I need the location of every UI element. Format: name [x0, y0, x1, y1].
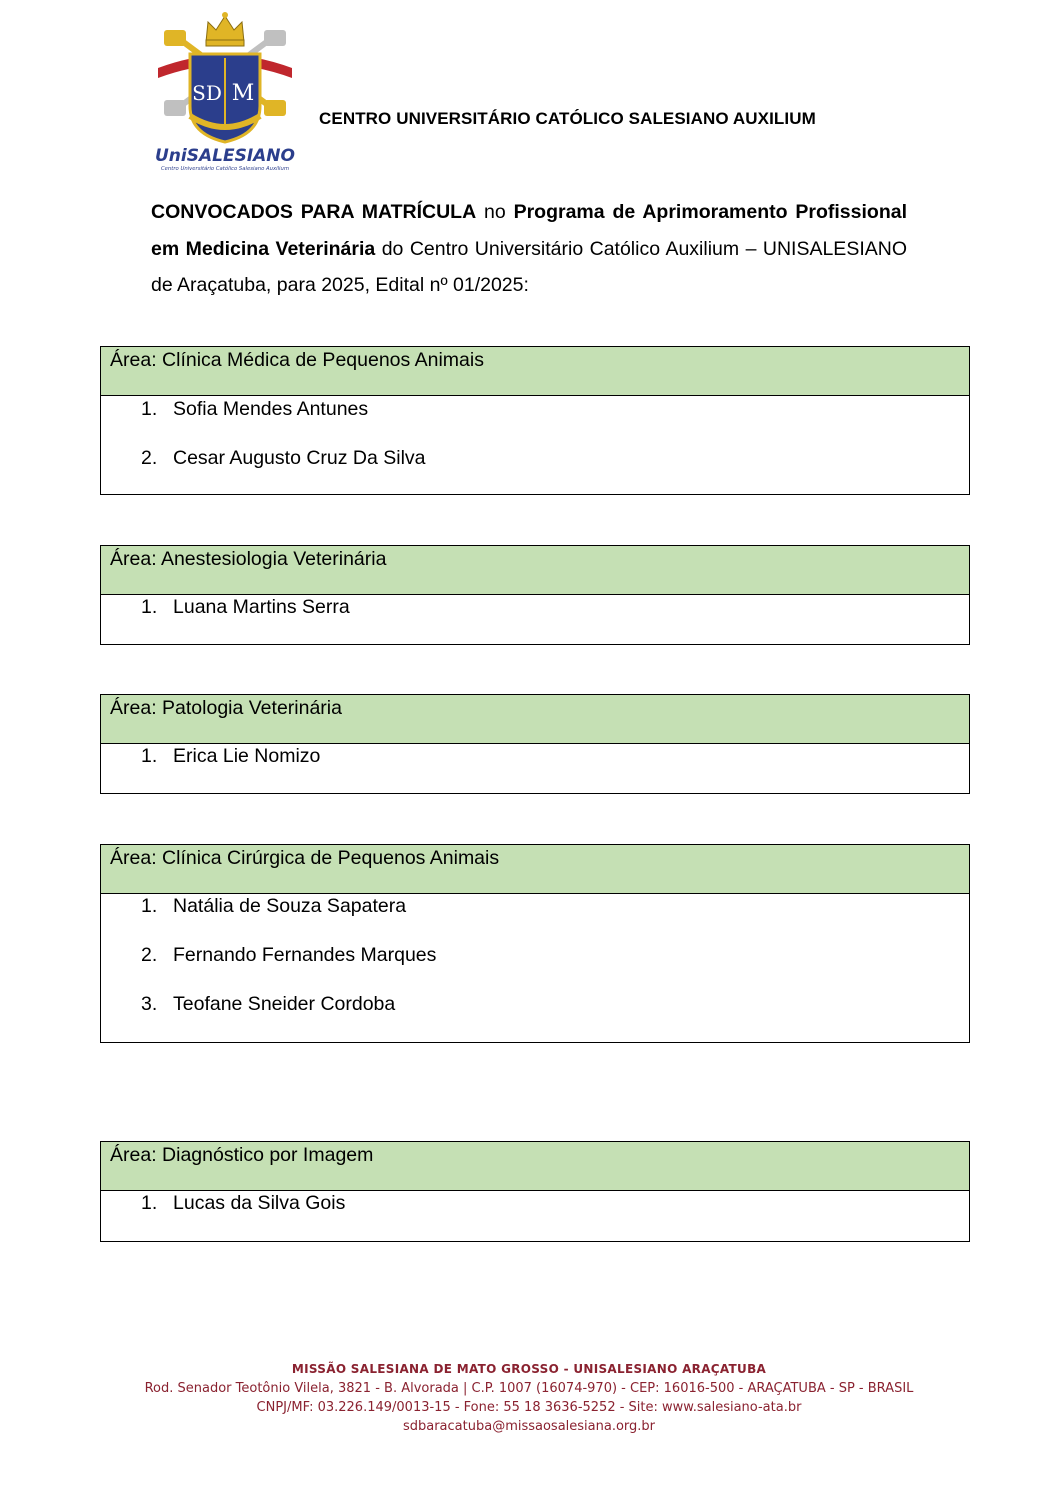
candidate-number: 1. — [141, 745, 158, 767]
intro-paragraph — [151, 194, 907, 304]
intro-text-a: no — [476, 201, 514, 223]
area-header: Área: Diagnóstico por Imagem — [101, 1142, 969, 1191]
area-table — [100, 694, 970, 794]
footer-organization: MISSÃO SALESIANA DE MATO GROSSO - UNISALESIANO ARAÇATUBA — [291, 1362, 767, 1376]
footer-contact: CNPJ/MF: 03.226.149/0013-15 - Fone: 55 18 3636-5252 - Site: www.salesiano-ata.br — [256, 1400, 802, 1415]
area-header: Área: Patologia Veterinária — [101, 695, 969, 744]
shield-icon — [190, 54, 260, 142]
candidate-name: Luana Martins Serra — [173, 596, 350, 618]
candidate-name: Sofia Mendes Antunes — [173, 398, 369, 420]
candidate-number: 2. — [141, 447, 158, 469]
candidate-name: Erica Lie Nomizo — [173, 745, 321, 767]
candidate-name: Teofane Sneider Cordoba — [173, 993, 396, 1015]
candidate-number: 1. — [141, 895, 158, 917]
candidate-name: Lucas da Silva Gois — [173, 1192, 346, 1214]
logo-subtext: Centro Universitário Católico Salesiano Auxilium — [160, 166, 290, 172]
intro-text-b: do Centro Universitário Católico Auxilium – UNISALESIANO de Araçatuba, para 2025, Edital nº 01/2025: — [151, 237, 907, 296]
footer-address: Rod. Senador Teotônio Vilela, 3821 - B. Alvorada | C.P. 1007 (16074-970) - CEP: 16016-500 - ARAÇATUBA - SP - BRASIL — [144, 1381, 914, 1396]
area-table — [100, 1141, 970, 1242]
candidate-name: Cesar Augusto Cruz Da Silva — [173, 447, 426, 469]
footer-email: sdbaracatuba@missaosalesiana.org.br — [402, 1419, 656, 1434]
area-table — [100, 844, 970, 1043]
crown-icon — [206, 12, 244, 46]
page-footer — [0, 1362, 1058, 1442]
candidate-number: 3. — [141, 993, 158, 1015]
candidate-number: 1. — [141, 398, 158, 420]
area-header: Área: Clínica Cirúrgica de Pequenos Animais — [101, 845, 969, 894]
unisalesiano-logo — [150, 8, 300, 176]
intro-program-name: Programa de Aprimoramento Profissional em Medicina Veterinária — [151, 201, 907, 260]
candidate-number: 2. — [141, 944, 158, 966]
area-header: Área: Clínica Médica de Pequenos Animais — [101, 347, 969, 396]
candidate-name: Natália de Souza Sapatera — [173, 895, 407, 917]
area-table — [100, 545, 970, 645]
area-header: Área: Anestesiologia Veterinária — [101, 546, 969, 595]
intro-bold-heading: CONVOCADOS PARA MATRÍCULA — [151, 201, 477, 223]
svg-text:SD: SD — [192, 81, 222, 105]
institution-title: CENTRO UNIVERSITÁRIO CATÓLICO SALESIANO AUXILIUM — [319, 109, 816, 128]
logo-wordmark: UniSALESIANO — [155, 146, 295, 166]
area-table — [100, 346, 970, 495]
candidate-number: 1. — [141, 596, 158, 618]
candidate-name: Fernando Fernandes Marques — [173, 944, 437, 966]
candidate-number: 1. — [141, 1192, 158, 1214]
svg-text:M: M — [231, 81, 255, 106]
